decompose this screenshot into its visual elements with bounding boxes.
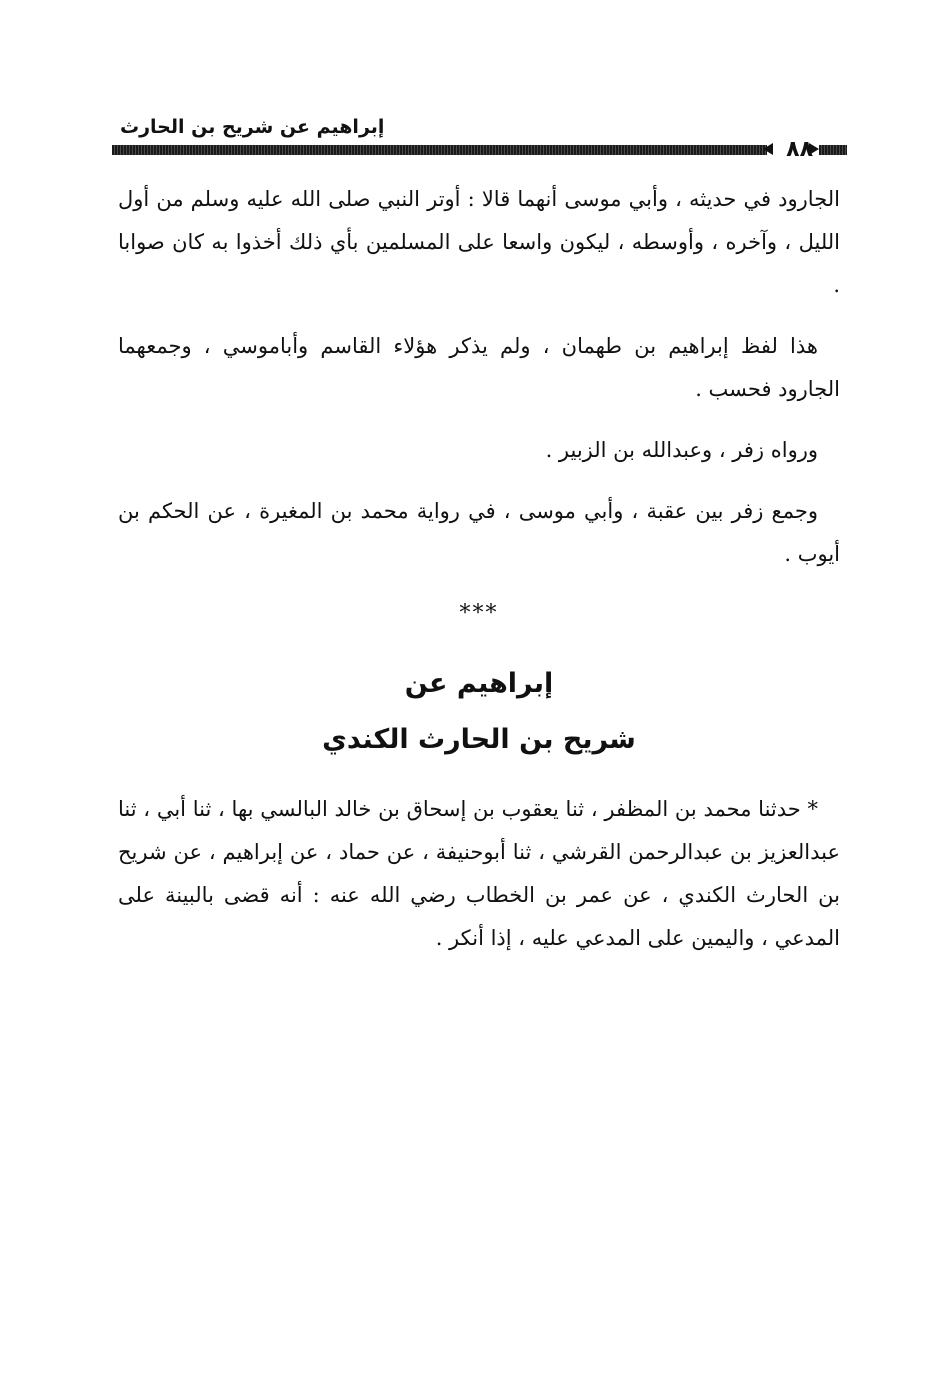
section-separator: ***: [459, 601, 499, 626]
paragraph-3: ورواه زفر ، وعبدالله بن الزبير .: [545, 438, 818, 462]
section-paragraph: * حدثنا محمد بن المظفر ، ثنا يعقوب بن إسحاق بن خالد البالسي بها ، ثنا أبي ، ثنا عبدالعزيز بن عبدالرحمن القرشي ، ثنا أبوحنيفة ، عن حماد ، عن إبراهيم ، عن شريح بن الحارث الكندي ، عن عمر بن الخطاب رضي الله عنه : أنه قضى بالبينة على المدعي ، واليمين على المدعي عليه ، إذا أنكر .: [118, 797, 840, 950]
paragraph-2: هذا لفظ إبراهيم بن طهمان ، ولم يذكر هؤلاء القاسم وأباموسي ، وجمعهما الجارود فحسب .: [118, 334, 840, 401]
page-number-right-mark: [809, 143, 819, 155]
page-number: ٨٨: [786, 137, 813, 162]
page-number-left-mark: [763, 143, 773, 155]
header-title: إبراهيم عن شريح بن الحارث: [120, 116, 385, 138]
paragraph-1: الجارود في حديثه ، وأبي موسى أنهما قالا : أوتر النبي صلى الله عليه وسلم من أول الليل ، وآخره ، وأوسطه ، ليكون واسعا على المسلمين بأي ذلك أخذوا به كان صوابا .: [118, 187, 840, 297]
section-title-line-1: إبراهيم عن: [404, 668, 554, 699]
header-rule-end: [819, 145, 847, 155]
section-title-line-2: شريح بن الحارث الكندي: [322, 724, 636, 755]
body-text: [118, 178, 840, 978]
header-rule: [112, 145, 767, 155]
paragraph-4: وجمع زفر بين عقبة ، وأبي موسى ، في رواية محمد بن المغيرة ، عن الحكم بن أيوب .: [118, 499, 840, 566]
running-header: [112, 112, 847, 164]
